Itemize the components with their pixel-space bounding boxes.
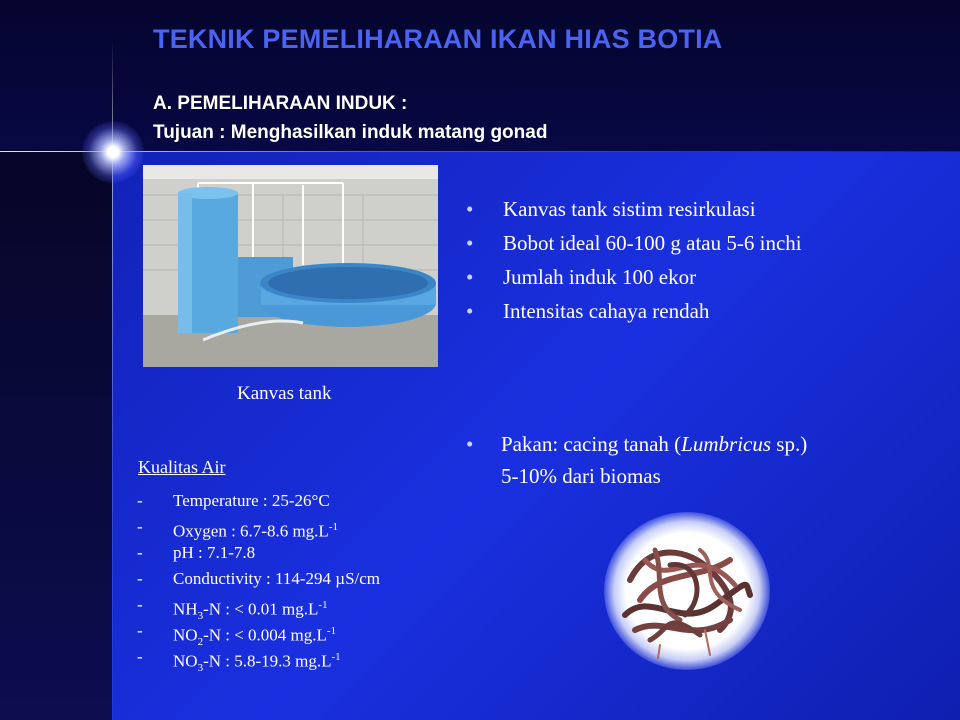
lens-flare-icon [82, 121, 144, 183]
section-heading: A. PEMELIHARAAN INDUK : [153, 93, 408, 114]
list-item: • Jumlah induk 100 ekor [466, 265, 697, 289]
list-item: • Bobot ideal 60-100 g atau 5-6 inchi [466, 231, 802, 255]
list-item: - $NO_3-N$ : 5.8-19.3 $mg.L^{-1}$ [137, 647, 341, 675]
list-item: - Conductivity : 114-294 µS/cm [137, 569, 381, 588]
bullet-icon: • [466, 432, 474, 456]
feed-ratio: 5-10% dari biomas [501, 464, 661, 488]
goal-text: Tujuan : Menghasilkan induk matang gonad [153, 122, 548, 143]
kanvas-tank-photo [143, 165, 438, 367]
photo-caption: Kanvas tank [237, 383, 332, 404]
list-item: • Intensitas cahaya rendah [466, 299, 710, 323]
water-quality-heading: Kualitas Air [138, 457, 226, 477]
list-item: • Kanvas tank sistim resirkulasi [466, 197, 756, 221]
earthworm-photo [610, 520, 760, 660]
slide-title: TEKNIK PEMELIHARAAN IKAN HIAS BOTIA [153, 24, 723, 54]
list-item: - Temperature : 25-26°C [137, 491, 330, 510]
left-strip [0, 150, 112, 720]
list-item: - Oxygen : 6.7-8.6 $mg.L^{-1}$ [137, 517, 338, 541]
list-item: - $NO_2-N$ : < 0.004 $mg.L^{-1}$ [137, 621, 337, 649]
bullet-icon: • [466, 197, 474, 221]
species-name: Lumbricus [681, 432, 772, 456]
water-quality-list [137, 489, 381, 675]
bullet-icon: • [466, 299, 474, 323]
horizontal-divider [0, 151, 960, 152]
list-item: - pH : 7.1-7.8 [137, 543, 256, 562]
bullet-icon: • [466, 231, 474, 255]
bullet-icon: • [466, 265, 474, 289]
feature-list [466, 195, 802, 331]
list-item: - $NH_3-N$ : < 0.01 $mg.L^{-1}$ [137, 595, 328, 623]
feed-info: • Pakan: cacing tanah (Lumbricus sp.) 5-10% dari biomas [466, 428, 807, 492]
